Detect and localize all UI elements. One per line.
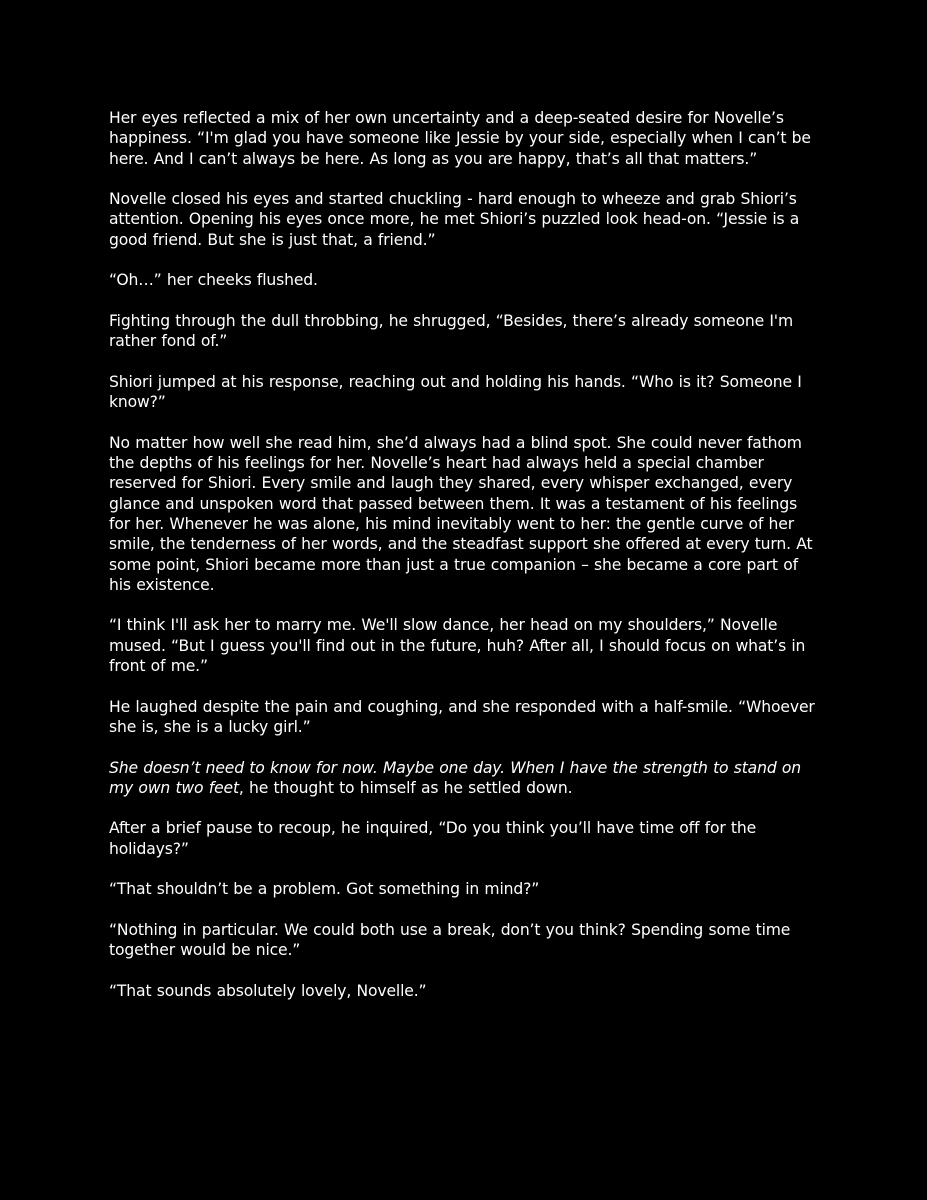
thought-attribution: , he thought to himself as he settled down. xyxy=(238,778,573,797)
paragraph-7: “I think I'll ask her to marry me. We'll slow dance, her head on my shoulders,” Novelle mused. “But I guess you'll find out in the future, huh? After all, I should focus on what’s in front of me.” xyxy=(109,616,806,676)
story-text xyxy=(109,108,821,1021)
paragraph-4: Fighting through the dull throbbing, he shrugged, “Besides, there’s already someone I'm rather fond of.” xyxy=(109,311,793,351)
paragraph-2: Novelle closed his eyes and started chuckling - hard enough to wheeze and grab Shiori’s attention. Opening his eyes once more, he met Shiori’s puzzled look head-on. “Jessie is a good friend. But she is just that, a friend.” xyxy=(109,190,800,249)
paragraph-13: “That sounds absolutely lovely, Novelle.” xyxy=(109,981,427,1000)
inner-thought-text: She doesn’t need to know for now. Maybe one day. When I have the strength to stand on my own two feet xyxy=(109,758,801,797)
paragraph-11: “That shouldn’t be a problem. Got something in mind?” xyxy=(109,880,540,899)
paragraph-3: “Oh…” her cheeks flushed. xyxy=(109,271,318,290)
paragraph-5: Shiori jumped at his response, reaching out and holding his hands. “Who is it? Someone I know?” xyxy=(109,372,802,412)
paragraph-8: He laughed despite the pain and coughing, and she responded with a half-smile. “Whoever she is, she is a lucky girl.” xyxy=(109,697,815,736)
paragraph-12: “Nothing in particular. We could both use a break, don’t you think? Spending some time together would be nice.” xyxy=(109,920,791,960)
paragraph-6: No matter how well she read him, she’d always had a blind spot. She could never fathom the depths of his feelings for her. Novelle’s heart had always held a special chamber reserved for Shiori. Every smile and laugh they shared, every whisper exchanged, every glance and unspoken word that passed between them. It was a testament of his feelings for her. Whenever he was alone, his mind inevitably went to her: the gentle curve of her smile, the tenderness of her words, and the steadfast support she offered at every turn. At some point, Shiori became more than just a true companion – she became a core part of his existence. xyxy=(109,433,813,594)
paragraph-10: After a brief pause to recoup, he inquired, “Do you think you’ll have time off for the holidays?” xyxy=(109,819,757,858)
paragraph-thought xyxy=(109,758,821,799)
paragraph-1: Her eyes reflected a mix of her own uncertainty and a deep-seated desire for Novelle’s happiness. “I'm glad you have someone like Jessie by your side, especially when I can’t be here. And I can’t always be here. As long as you are happy, that’s all that matters.” xyxy=(109,109,811,168)
